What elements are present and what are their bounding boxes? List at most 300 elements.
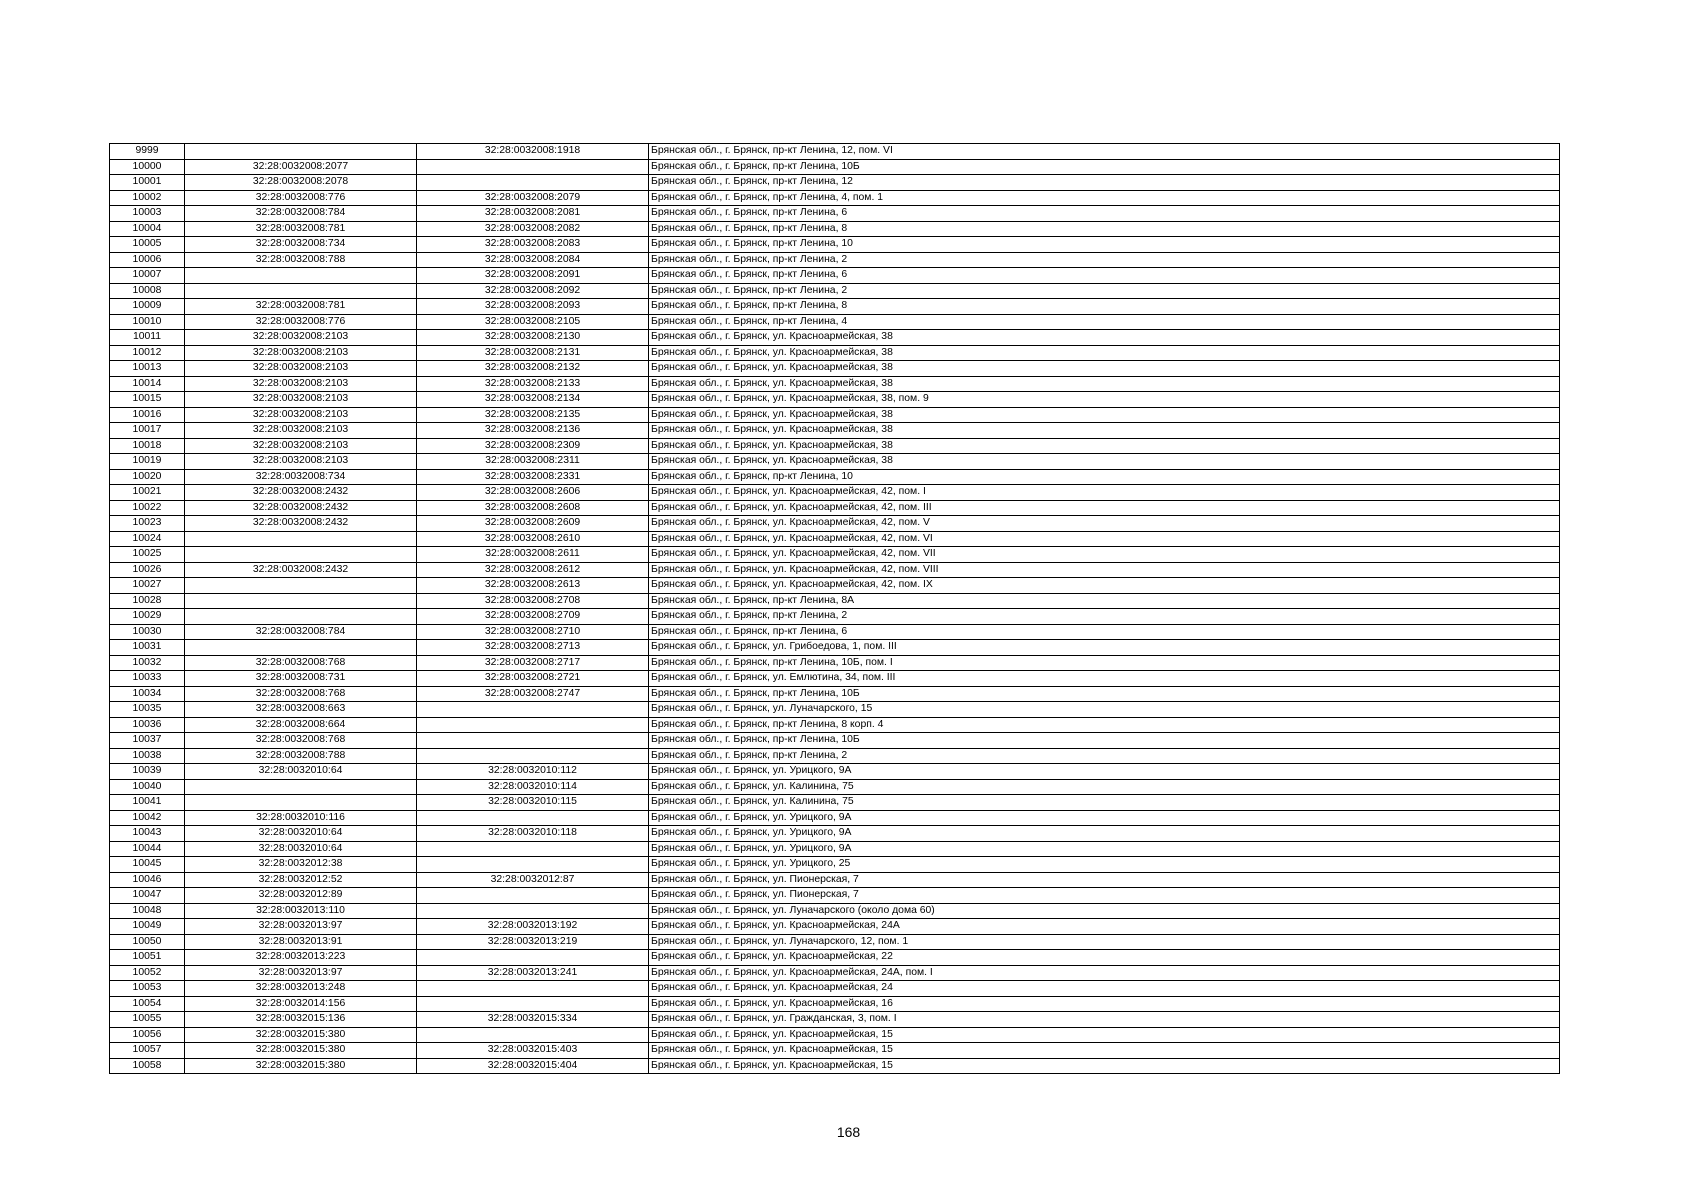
premises-cadastral-cell — [417, 733, 649, 749]
row-number-cell: 10028 — [110, 593, 185, 609]
premises-cadastral-cell: 32:28:0032008:2709 — [417, 609, 649, 625]
premises-cadastral-cell: 32:28:0032008:2132 — [417, 361, 649, 377]
building-cadastral-cell: 32:28:0032010:64 — [185, 826, 417, 842]
address-cell: Брянская обл., г. Брянск, ул. Красноармейская, 38 — [649, 330, 1560, 346]
premises-cadastral-cell — [417, 857, 649, 873]
building-cadastral-cell: 32:28:0032008:776 — [185, 314, 417, 330]
table-row — [110, 779, 1560, 795]
address-cell: Брянская обл., г. Брянск, пр-кт Ленина, 2 — [649, 252, 1560, 268]
building-cadastral-cell: 32:28:0032008:2103 — [185, 376, 417, 392]
row-number-cell: 10047 — [110, 888, 185, 904]
address-cell: Брянская обл., г. Брянск, пр-кт Ленина, 8 корп. 4 — [649, 717, 1560, 733]
address-cell: Брянская обл., г. Брянск, ул. Пионерская, 7 — [649, 888, 1560, 904]
premises-cadastral-cell: 32:28:0032008:2606 — [417, 485, 649, 501]
premises-cadastral-cell: 32:28:0032008:2083 — [417, 237, 649, 253]
row-number-cell: 10044 — [110, 841, 185, 857]
table-row — [110, 950, 1560, 966]
premises-cadastral-cell: 32:28:0032008:2721 — [417, 671, 649, 687]
row-number-cell: 10057 — [110, 1043, 185, 1059]
address-cell: Брянская обл., г. Брянск, ул. Урицкого, 25 — [649, 857, 1560, 873]
table-row — [110, 438, 1560, 454]
building-cadastral-cell — [185, 578, 417, 594]
address-cell: Брянская обл., г. Брянск, пр-кт Ленина, 6 — [649, 206, 1560, 222]
row-number-cell: 10006 — [110, 252, 185, 268]
building-cadastral-cell: 32:28:0032008:788 — [185, 252, 417, 268]
premises-cadastral-cell: 32:28:0032008:2609 — [417, 516, 649, 532]
table-row — [110, 252, 1560, 268]
address-cell: Брянская обл., г. Брянск, пр-кт Ленина, 2 — [649, 283, 1560, 299]
address-cell: Брянская обл., г. Брянск, ул. Красноармейская, 15 — [649, 1027, 1560, 1043]
building-cadastral-cell: 32:28:0032008:2103 — [185, 330, 417, 346]
table-row — [110, 547, 1560, 563]
table-row — [110, 469, 1560, 485]
row-number-cell: 10020 — [110, 469, 185, 485]
address-cell: Брянская обл., г. Брянск, ул. Красноармейская, 38 — [649, 407, 1560, 423]
row-number-cell: 10035 — [110, 702, 185, 718]
address-cell: Брянская обл., г. Брянск, ул. Калинина, 75 — [649, 779, 1560, 795]
table-row — [110, 903, 1560, 919]
row-number-cell: 10003 — [110, 206, 185, 222]
row-number-cell: 10025 — [110, 547, 185, 563]
table-row — [110, 965, 1560, 981]
building-cadastral-cell — [185, 283, 417, 299]
premises-cadastral-cell — [417, 981, 649, 997]
row-number-cell: 10009 — [110, 299, 185, 315]
table-row — [110, 190, 1560, 206]
table-row — [110, 996, 1560, 1012]
building-cadastral-cell: 32:28:0032008:2432 — [185, 485, 417, 501]
premises-cadastral-cell — [417, 1027, 649, 1043]
premises-cadastral-cell: 32:28:0032015:403 — [417, 1043, 649, 1059]
premises-cadastral-cell: 32:28:0032008:2105 — [417, 314, 649, 330]
row-number-cell: 10038 — [110, 748, 185, 764]
premises-cadastral-cell: 32:28:0032012:87 — [417, 872, 649, 888]
premises-cadastral-cell: 32:28:0032008:2608 — [417, 500, 649, 516]
table-row — [110, 500, 1560, 516]
building-cadastral-cell: 32:28:0032008:2103 — [185, 361, 417, 377]
table-row — [110, 175, 1560, 191]
premises-cadastral-cell — [417, 748, 649, 764]
premises-cadastral-cell: 32:28:0032010:114 — [417, 779, 649, 795]
building-cadastral-cell: 32:28:0032008:2103 — [185, 345, 417, 361]
address-cell: Брянская обл., г. Брянск, ул. Красноармейская, 38 — [649, 361, 1560, 377]
row-number-cell: 10031 — [110, 640, 185, 656]
table-row — [110, 314, 1560, 330]
table-row — [110, 655, 1560, 671]
building-cadastral-cell: 32:28:0032008:768 — [185, 733, 417, 749]
row-number-cell: 10017 — [110, 423, 185, 439]
table-row — [110, 423, 1560, 439]
building-cadastral-cell — [185, 593, 417, 609]
building-cadastral-cell: 32:28:0032008:734 — [185, 237, 417, 253]
row-number-cell: 10015 — [110, 392, 185, 408]
building-cadastral-cell: 32:28:0032012:38 — [185, 857, 417, 873]
address-cell: Брянская обл., г. Брянск, пр-кт Ленина, 10Б — [649, 686, 1560, 702]
building-cadastral-cell: 32:28:0032008:781 — [185, 299, 417, 315]
address-cell: Брянская обл., г. Брянск, ул. Урицкого, 9А — [649, 841, 1560, 857]
premises-cadastral-cell: 32:28:0032008:2713 — [417, 640, 649, 656]
table-row — [110, 221, 1560, 237]
building-cadastral-cell: 32:28:0032010:64 — [185, 764, 417, 780]
table-row — [110, 330, 1560, 346]
building-cadastral-cell: 32:28:0032010:116 — [185, 810, 417, 826]
row-number-cell: 10049 — [110, 919, 185, 935]
address-cell: Брянская обл., г. Брянск, пр-кт Ленина, 12, пом. VI — [649, 144, 1560, 160]
table-row — [110, 671, 1560, 687]
row-number-cell: 10033 — [110, 671, 185, 687]
table-row — [110, 795, 1560, 811]
building-cadastral-cell: 32:28:0032013:248 — [185, 981, 417, 997]
building-cadastral-cell: 32:28:0032008:2103 — [185, 423, 417, 439]
address-cell: Брянская обл., г. Брянск, пр-кт Ленина, 8 — [649, 299, 1560, 315]
building-cadastral-cell — [185, 609, 417, 625]
premises-cadastral-cell: 32:28:0032008:2136 — [417, 423, 649, 439]
building-cadastral-cell: 32:28:0032015:136 — [185, 1012, 417, 1028]
registry-table — [109, 143, 1560, 1074]
row-number-cell: 10055 — [110, 1012, 185, 1028]
premises-cadastral-cell: 32:28:0032008:2610 — [417, 531, 649, 547]
premises-cadastral-cell — [417, 841, 649, 857]
table-row — [110, 857, 1560, 873]
premises-cadastral-cell: 32:28:0032008:2612 — [417, 562, 649, 578]
premises-cadastral-cell: 32:28:0032008:2613 — [417, 578, 649, 594]
address-cell: Брянская обл., г. Брянск, ул. Красноармейская, 24А, пом. I — [649, 965, 1560, 981]
row-number-cell: 10042 — [110, 810, 185, 826]
address-cell: Брянская обл., г. Брянск, ул. Красноармейская, 15 — [649, 1058, 1560, 1074]
address-cell: Брянская обл., г. Брянск, пр-кт Ленина, 6 — [649, 624, 1560, 640]
address-cell: Брянская обл., г. Брянск, ул. Красноармейская, 42, пом. I — [649, 485, 1560, 501]
building-cadastral-cell: 32:28:0032008:734 — [185, 469, 417, 485]
row-number-cell: 10050 — [110, 934, 185, 950]
premises-cadastral-cell: 32:28:0032008:2717 — [417, 655, 649, 671]
address-cell: Брянская обл., г. Брянск, ул. Красноармейская, 42, пом. IX — [649, 578, 1560, 594]
building-cadastral-cell: 32:28:0032008:776 — [185, 190, 417, 206]
address-cell: Брянская обл., г. Брянск, ул. Красноармейская, 38 — [649, 423, 1560, 439]
premises-cadastral-cell: 32:28:0032008:2311 — [417, 454, 649, 470]
address-cell: Брянская обл., г. Брянск, ул. Урицкого, 9А — [649, 810, 1560, 826]
row-number-cell: 10034 — [110, 686, 185, 702]
premises-cadastral-cell: 32:28:0032008:2081 — [417, 206, 649, 222]
table-row — [110, 764, 1560, 780]
premises-cadastral-cell: 32:28:0032008:2082 — [417, 221, 649, 237]
address-cell: Брянская обл., г. Брянск, ул. Красноармейская, 22 — [649, 950, 1560, 966]
table-row — [110, 1012, 1560, 1028]
premises-cadastral-cell — [417, 810, 649, 826]
premises-cadastral-cell: 32:28:0032008:2747 — [417, 686, 649, 702]
premises-cadastral-cell — [417, 175, 649, 191]
building-cadastral-cell — [185, 268, 417, 284]
table-row — [110, 392, 1560, 408]
table-row — [110, 531, 1560, 547]
premises-cadastral-cell: 32:28:0032010:118 — [417, 826, 649, 842]
building-cadastral-cell: 32:28:0032013:110 — [185, 903, 417, 919]
row-number-cell: 10041 — [110, 795, 185, 811]
address-cell: Брянская обл., г. Брянск, пр-кт Ленина, 10Б — [649, 733, 1560, 749]
address-cell: Брянская обл., г. Брянск, ул. Пионерская, 7 — [649, 872, 1560, 888]
table-row — [110, 578, 1560, 594]
row-number-cell: 10024 — [110, 531, 185, 547]
address-cell: Брянская обл., г. Брянск, ул. Красноармейская, 16 — [649, 996, 1560, 1012]
table-row — [110, 516, 1560, 532]
building-cadastral-cell: 32:28:0032008:2103 — [185, 438, 417, 454]
row-number-cell: 10040 — [110, 779, 185, 795]
building-cadastral-cell — [185, 144, 417, 160]
address-cell: Брянская обл., г. Брянск, ул. Красноармейская, 15 — [649, 1043, 1560, 1059]
address-cell: Брянская обл., г. Брянск, пр-кт Ленина, 10 — [649, 237, 1560, 253]
premises-cadastral-cell: 32:28:0032008:2093 — [417, 299, 649, 315]
table-row — [110, 237, 1560, 253]
premises-cadastral-cell: 32:28:0032008:2135 — [417, 407, 649, 423]
building-cadastral-cell — [185, 531, 417, 547]
table-row — [110, 888, 1560, 904]
table-row — [110, 624, 1560, 640]
row-number-cell: 10019 — [110, 454, 185, 470]
building-cadastral-cell: 32:28:0032015:380 — [185, 1058, 417, 1074]
premises-cadastral-cell: 32:28:0032008:2309 — [417, 438, 649, 454]
building-cadastral-cell: 32:28:0032008:664 — [185, 717, 417, 733]
address-cell: Брянская обл., г. Брянск, ул. Емлютина, 34, пом. III — [649, 671, 1560, 687]
address-cell: Брянская обл., г. Брянск, пр-кт Ленина, 4, пом. 1 — [649, 190, 1560, 206]
row-number-cell: 10018 — [110, 438, 185, 454]
table-row — [110, 981, 1560, 997]
building-cadastral-cell: 32:28:0032008:2078 — [185, 175, 417, 191]
row-number-cell: 10030 — [110, 624, 185, 640]
table-row — [110, 345, 1560, 361]
row-number-cell: 10014 — [110, 376, 185, 392]
premises-cadastral-cell — [417, 159, 649, 175]
address-cell: Брянская обл., г. Брянск, ул. Красноармейская, 38, пом. 9 — [649, 392, 1560, 408]
premises-cadastral-cell: 32:28:0032008:2131 — [417, 345, 649, 361]
building-cadastral-cell — [185, 640, 417, 656]
address-cell: Брянская обл., г. Брянск, ул. Грибоедова, 1, пом. III — [649, 640, 1560, 656]
row-number-cell: 10012 — [110, 345, 185, 361]
table-row — [110, 810, 1560, 826]
row-number-cell: 10011 — [110, 330, 185, 346]
table-row — [110, 717, 1560, 733]
building-cadastral-cell: 32:28:0032008:784 — [185, 206, 417, 222]
address-cell: Брянская обл., г. Брянск, ул. Красноармейская, 42, пом. VIII — [649, 562, 1560, 578]
table-row — [110, 144, 1560, 160]
building-cadastral-cell: 32:28:0032008:2432 — [185, 516, 417, 532]
table-row — [110, 702, 1560, 718]
table-row — [110, 268, 1560, 284]
premises-cadastral-cell: 32:28:0032008:2611 — [417, 547, 649, 563]
table-row — [110, 640, 1560, 656]
address-cell: Брянская обл., г. Брянск, ул. Красноармейская, 24 — [649, 981, 1560, 997]
address-cell: Брянская обл., г. Брянск, пр-кт Ленина, 6 — [649, 268, 1560, 284]
building-cadastral-cell: 32:28:0032013:91 — [185, 934, 417, 950]
building-cadastral-cell: 32:28:0032008:784 — [185, 624, 417, 640]
row-number-cell: 10010 — [110, 314, 185, 330]
building-cadastral-cell: 32:28:0032008:2103 — [185, 454, 417, 470]
table-row — [110, 283, 1560, 299]
premises-cadastral-cell: 32:28:0032008:2133 — [417, 376, 649, 392]
building-cadastral-cell: 32:28:0032012:52 — [185, 872, 417, 888]
address-cell: Брянская обл., г. Брянск, ул. Красноармейская, 42, пом. III — [649, 500, 1560, 516]
table-row — [110, 407, 1560, 423]
building-cadastral-cell: 32:28:0032015:380 — [185, 1043, 417, 1059]
row-number-cell: 10046 — [110, 872, 185, 888]
row-number-cell: 10056 — [110, 1027, 185, 1043]
premises-cadastral-cell: 32:28:0032008:2084 — [417, 252, 649, 268]
table-row — [110, 1043, 1560, 1059]
row-number-cell: 10021 — [110, 485, 185, 501]
building-cadastral-cell: 32:28:0032008:768 — [185, 655, 417, 671]
row-number-cell: 10051 — [110, 950, 185, 966]
premises-cadastral-cell: 32:28:0032008:2710 — [417, 624, 649, 640]
row-number-cell: 10045 — [110, 857, 185, 873]
premises-cadastral-cell — [417, 888, 649, 904]
premises-cadastral-cell: 32:28:0032008:2331 — [417, 469, 649, 485]
address-cell: Брянская обл., г. Брянск, пр-кт Ленина, 10Б, пом. I — [649, 655, 1560, 671]
premises-cadastral-cell: 32:28:0032013:219 — [417, 934, 649, 950]
building-cadastral-cell: 32:28:0032008:2432 — [185, 500, 417, 516]
row-number-cell: 10039 — [110, 764, 185, 780]
premises-cadastral-cell: 32:28:0032008:2708 — [417, 593, 649, 609]
address-cell: Брянская обл., г. Брянск, пр-кт Ленина, 10 — [649, 469, 1560, 485]
address-cell: Брянская обл., г. Брянск, ул. Красноармейская, 42, пом. V — [649, 516, 1560, 532]
building-cadastral-cell — [185, 779, 417, 795]
premises-cadastral-cell — [417, 950, 649, 966]
row-number-cell: 10002 — [110, 190, 185, 206]
page-number: 168 — [836, 1124, 861, 1140]
premises-cadastral-cell: 32:28:0032008:2134 — [417, 392, 649, 408]
address-cell: Брянская обл., г. Брянск, ул. Красноармейская, 42, пом. VI — [649, 531, 1560, 547]
table-row — [110, 159, 1560, 175]
premises-cadastral-cell — [417, 996, 649, 1012]
row-number-cell: 10036 — [110, 717, 185, 733]
building-cadastral-cell: 32:28:0032008:781 — [185, 221, 417, 237]
row-number-cell: 10032 — [110, 655, 185, 671]
table-row — [110, 841, 1560, 857]
table-row — [110, 934, 1560, 950]
table-row — [110, 733, 1560, 749]
row-number-cell: 10054 — [110, 996, 185, 1012]
row-number-cell: 10058 — [110, 1058, 185, 1074]
premises-cadastral-cell: 32:28:0032008:2092 — [417, 283, 649, 299]
premises-cadastral-cell — [417, 903, 649, 919]
row-number-cell: 10004 — [110, 221, 185, 237]
building-cadastral-cell: 32:28:0032008:788 — [185, 748, 417, 764]
address-cell: Брянская обл., г. Брянск, ул. Красноармейская, 24А — [649, 919, 1560, 935]
building-cadastral-cell: 32:28:0032008:2077 — [185, 159, 417, 175]
premises-cadastral-cell: 32:28:0032008:2091 — [417, 268, 649, 284]
premises-cadastral-cell: 32:28:0032008:2130 — [417, 330, 649, 346]
row-number-cell: 10043 — [110, 826, 185, 842]
address-cell: Брянская обл., г. Брянск, ул. Красноармейская, 42, пом. VII — [649, 547, 1560, 563]
premises-cadastral-cell: 32:28:0032010:115 — [417, 795, 649, 811]
table-row — [110, 1027, 1560, 1043]
registry-table-body — [110, 144, 1560, 1074]
table-row — [110, 826, 1560, 842]
address-cell: Брянская обл., г. Брянск, ул. Луначарского, 12, пом. 1 — [649, 934, 1560, 950]
building-cadastral-cell: 32:28:0032012:89 — [185, 888, 417, 904]
building-cadastral-cell — [185, 795, 417, 811]
premises-cadastral-cell: 32:28:0032013:241 — [417, 965, 649, 981]
address-cell: Брянская обл., г. Брянск, ул. Красноармейская, 38 — [649, 438, 1560, 454]
building-cadastral-cell: 32:28:0032008:2432 — [185, 562, 417, 578]
row-number-cell: 9999 — [110, 144, 185, 160]
premises-cadastral-cell: 32:28:0032008:2079 — [417, 190, 649, 206]
row-number-cell: 10000 — [110, 159, 185, 175]
address-cell: Брянская обл., г. Брянск, пр-кт Ленина, 8 — [649, 221, 1560, 237]
row-number-cell: 10048 — [110, 903, 185, 919]
address-cell: Брянская обл., г. Брянск, пр-кт Ленина, 2 — [649, 609, 1560, 625]
address-cell: Брянская обл., г. Брянск, ул. Калинина, 75 — [649, 795, 1560, 811]
address-cell: Брянская обл., г. Брянск, ул. Луначарского (около дома 60) — [649, 903, 1560, 919]
building-cadastral-cell: 32:28:0032013:97 — [185, 919, 417, 935]
row-number-cell: 10013 — [110, 361, 185, 377]
premises-cadastral-cell: 32:28:0032010:112 — [417, 764, 649, 780]
row-number-cell: 10022 — [110, 500, 185, 516]
address-cell: Брянская обл., г. Брянск, ул. Красноармейская, 38 — [649, 454, 1560, 470]
table-row — [110, 686, 1560, 702]
address-cell: Брянская обл., г. Брянск, пр-кт Ленина, 4 — [649, 314, 1560, 330]
address-cell: Брянская обл., г. Брянск, ул. Урицкого, 9А — [649, 826, 1560, 842]
building-cadastral-cell: 32:28:0032013:97 — [185, 965, 417, 981]
premises-cadastral-cell: 32:28:0032013:192 — [417, 919, 649, 935]
table-row — [110, 485, 1560, 501]
table-row — [110, 376, 1560, 392]
row-number-cell: 10005 — [110, 237, 185, 253]
address-cell: Брянская обл., г. Брянск, пр-кт Ленина, 10Б — [649, 159, 1560, 175]
address-cell: Брянская обл., г. Брянск, ул. Урицкого, 9А — [649, 764, 1560, 780]
row-number-cell: 10007 — [110, 268, 185, 284]
building-cadastral-cell: 32:28:0032008:2103 — [185, 407, 417, 423]
table-row — [110, 748, 1560, 764]
row-number-cell: 10001 — [110, 175, 185, 191]
premises-cadastral-cell: 32:28:0032008:1918 — [417, 144, 649, 160]
row-number-cell: 10026 — [110, 562, 185, 578]
table-row — [110, 593, 1560, 609]
row-number-cell: 10027 — [110, 578, 185, 594]
building-cadastral-cell: 32:28:0032010:64 — [185, 841, 417, 857]
building-cadastral-cell: 32:28:0032008:731 — [185, 671, 417, 687]
address-cell: Брянская обл., г. Брянск, пр-кт Ленина, 8А — [649, 593, 1560, 609]
premises-cadastral-cell — [417, 717, 649, 733]
table-row — [110, 562, 1560, 578]
address-cell: Брянская обл., г. Брянск, ул. Красноармейская, 38 — [649, 345, 1560, 361]
building-cadastral-cell: 32:28:0032008:2103 — [185, 392, 417, 408]
table-row — [110, 299, 1560, 315]
row-number-cell: 10037 — [110, 733, 185, 749]
premises-cadastral-cell — [417, 702, 649, 718]
table-row — [110, 609, 1560, 625]
address-cell: Брянская обл., г. Брянск, ул. Красноармейская, 38 — [649, 376, 1560, 392]
premises-cadastral-cell: 32:28:0032015:404 — [417, 1058, 649, 1074]
row-number-cell: 10016 — [110, 407, 185, 423]
building-cadastral-cell: 32:28:0032014:156 — [185, 996, 417, 1012]
building-cadastral-cell: 32:28:0032013:223 — [185, 950, 417, 966]
row-number-cell: 10052 — [110, 965, 185, 981]
building-cadastral-cell: 32:28:0032008:768 — [185, 686, 417, 702]
address-cell: Брянская обл., г. Брянск, пр-кт Ленина, 2 — [649, 748, 1560, 764]
premises-cadastral-cell: 32:28:0032015:334 — [417, 1012, 649, 1028]
row-number-cell: 10008 — [110, 283, 185, 299]
table-row — [110, 919, 1560, 935]
row-number-cell: 10029 — [110, 609, 185, 625]
building-cadastral-cell: 32:28:0032008:663 — [185, 702, 417, 718]
table-row — [110, 872, 1560, 888]
address-cell: Брянская обл., г. Брянск, ул. Луначарского, 15 — [649, 702, 1560, 718]
address-cell: Брянская обл., г. Брянск, ул. Гражданская, 3, пом. I — [649, 1012, 1560, 1028]
row-number-cell: 10053 — [110, 981, 185, 997]
table-row — [110, 206, 1560, 222]
table-row — [110, 1058, 1560, 1074]
table-row — [110, 361, 1560, 377]
address-cell: Брянская обл., г. Брянск, пр-кт Ленина, 12 — [649, 175, 1560, 191]
row-number-cell: 10023 — [110, 516, 185, 532]
